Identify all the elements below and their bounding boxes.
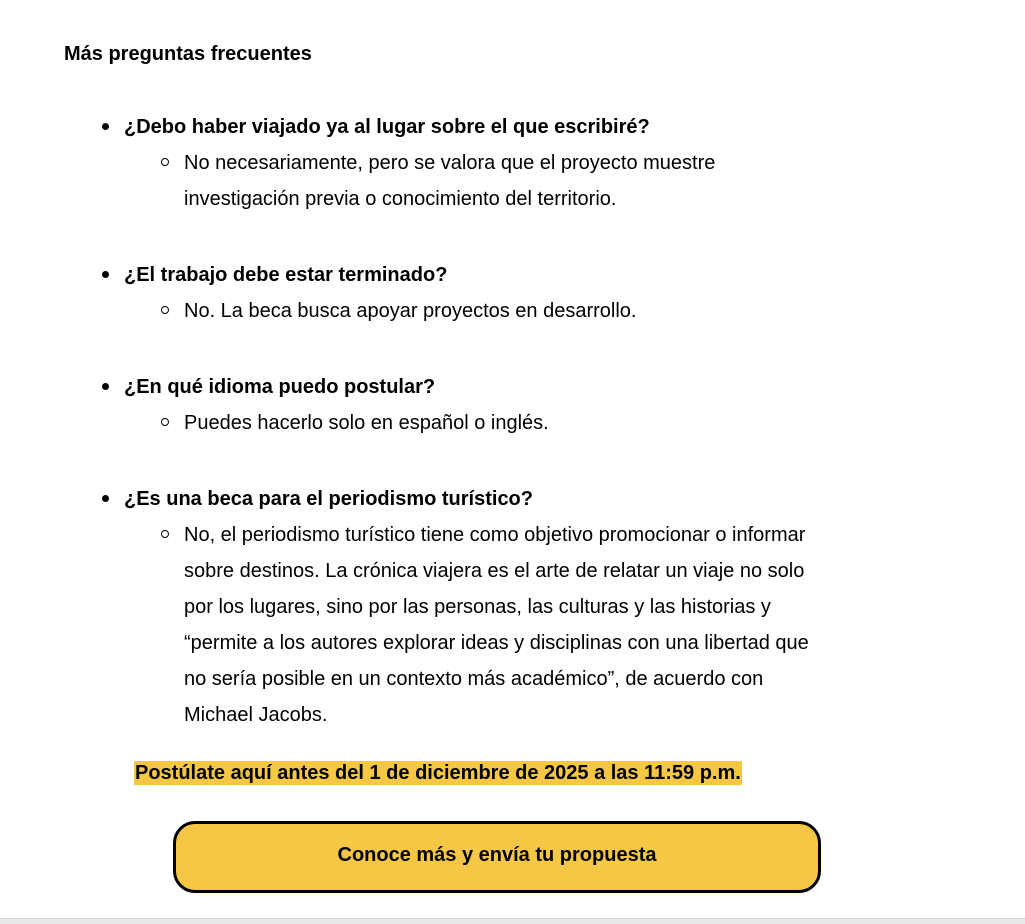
answer-line: No necesariamente, pero se valora que el proyecto muestre (184, 152, 716, 174)
faq-answer-list (124, 405, 960, 441)
faq-item (100, 481, 960, 733)
faq-question: ¿Es una beca para el periodismo turístico? (124, 488, 533, 510)
answer-line: por los lugares, sino por las personas, las culturas y las historias y (184, 596, 771, 618)
answer-line: “permite a los autores explorar ideas y disciplinas con una libertad que (184, 632, 809, 654)
faq-answer-list (124, 145, 960, 217)
section-title: Más preguntas frecuentes (64, 43, 312, 65)
faq-question: ¿Debo haber viajado ya al lugar sobre el que escribiré? (124, 116, 650, 138)
answer-line: investigación previa o conocimiento del territorio. (184, 188, 617, 210)
answer-line: No. La beca busca apoyar proyectos en desarrollo. (184, 300, 637, 322)
deadline-link[interactable]: Postúlate aquí antes del 1 de diciembre de 2025 a las 11:59 p.m. (135, 762, 741, 784)
viewport-bottom-edge (0, 918, 1025, 924)
deadline-notice (134, 759, 742, 788)
faq-item (100, 109, 960, 217)
answer-line: No, el periodismo turístico tiene como objetivo promocionar o informar (184, 524, 806, 546)
answer-line: sobre destinos. La crónica viajera es el arte de relatar un viaje no solo (184, 560, 805, 582)
faq-answer (124, 517, 954, 733)
answer-line: Michael Jacobs. (184, 704, 328, 726)
apply-button[interactable]: Conoce más y envía tu propuesta (173, 821, 821, 893)
faq-answer (124, 145, 954, 217)
faq-question: ¿El trabajo debe estar terminado? (124, 264, 448, 286)
faq-list (100, 109, 960, 773)
faq-item (100, 257, 960, 329)
faq-answer (124, 405, 954, 441)
answer-line: no sería posible en un contexto más académico”, de acuerdo con (184, 668, 764, 690)
faq-question: ¿En qué idioma puedo postular? (124, 376, 436, 398)
answer-line: Puedes hacerlo solo en español o inglés. (184, 412, 549, 434)
faq-answer-list (124, 517, 960, 733)
faq-answer-list (124, 293, 960, 329)
faq-item (100, 369, 960, 441)
faq-answer (124, 293, 954, 329)
